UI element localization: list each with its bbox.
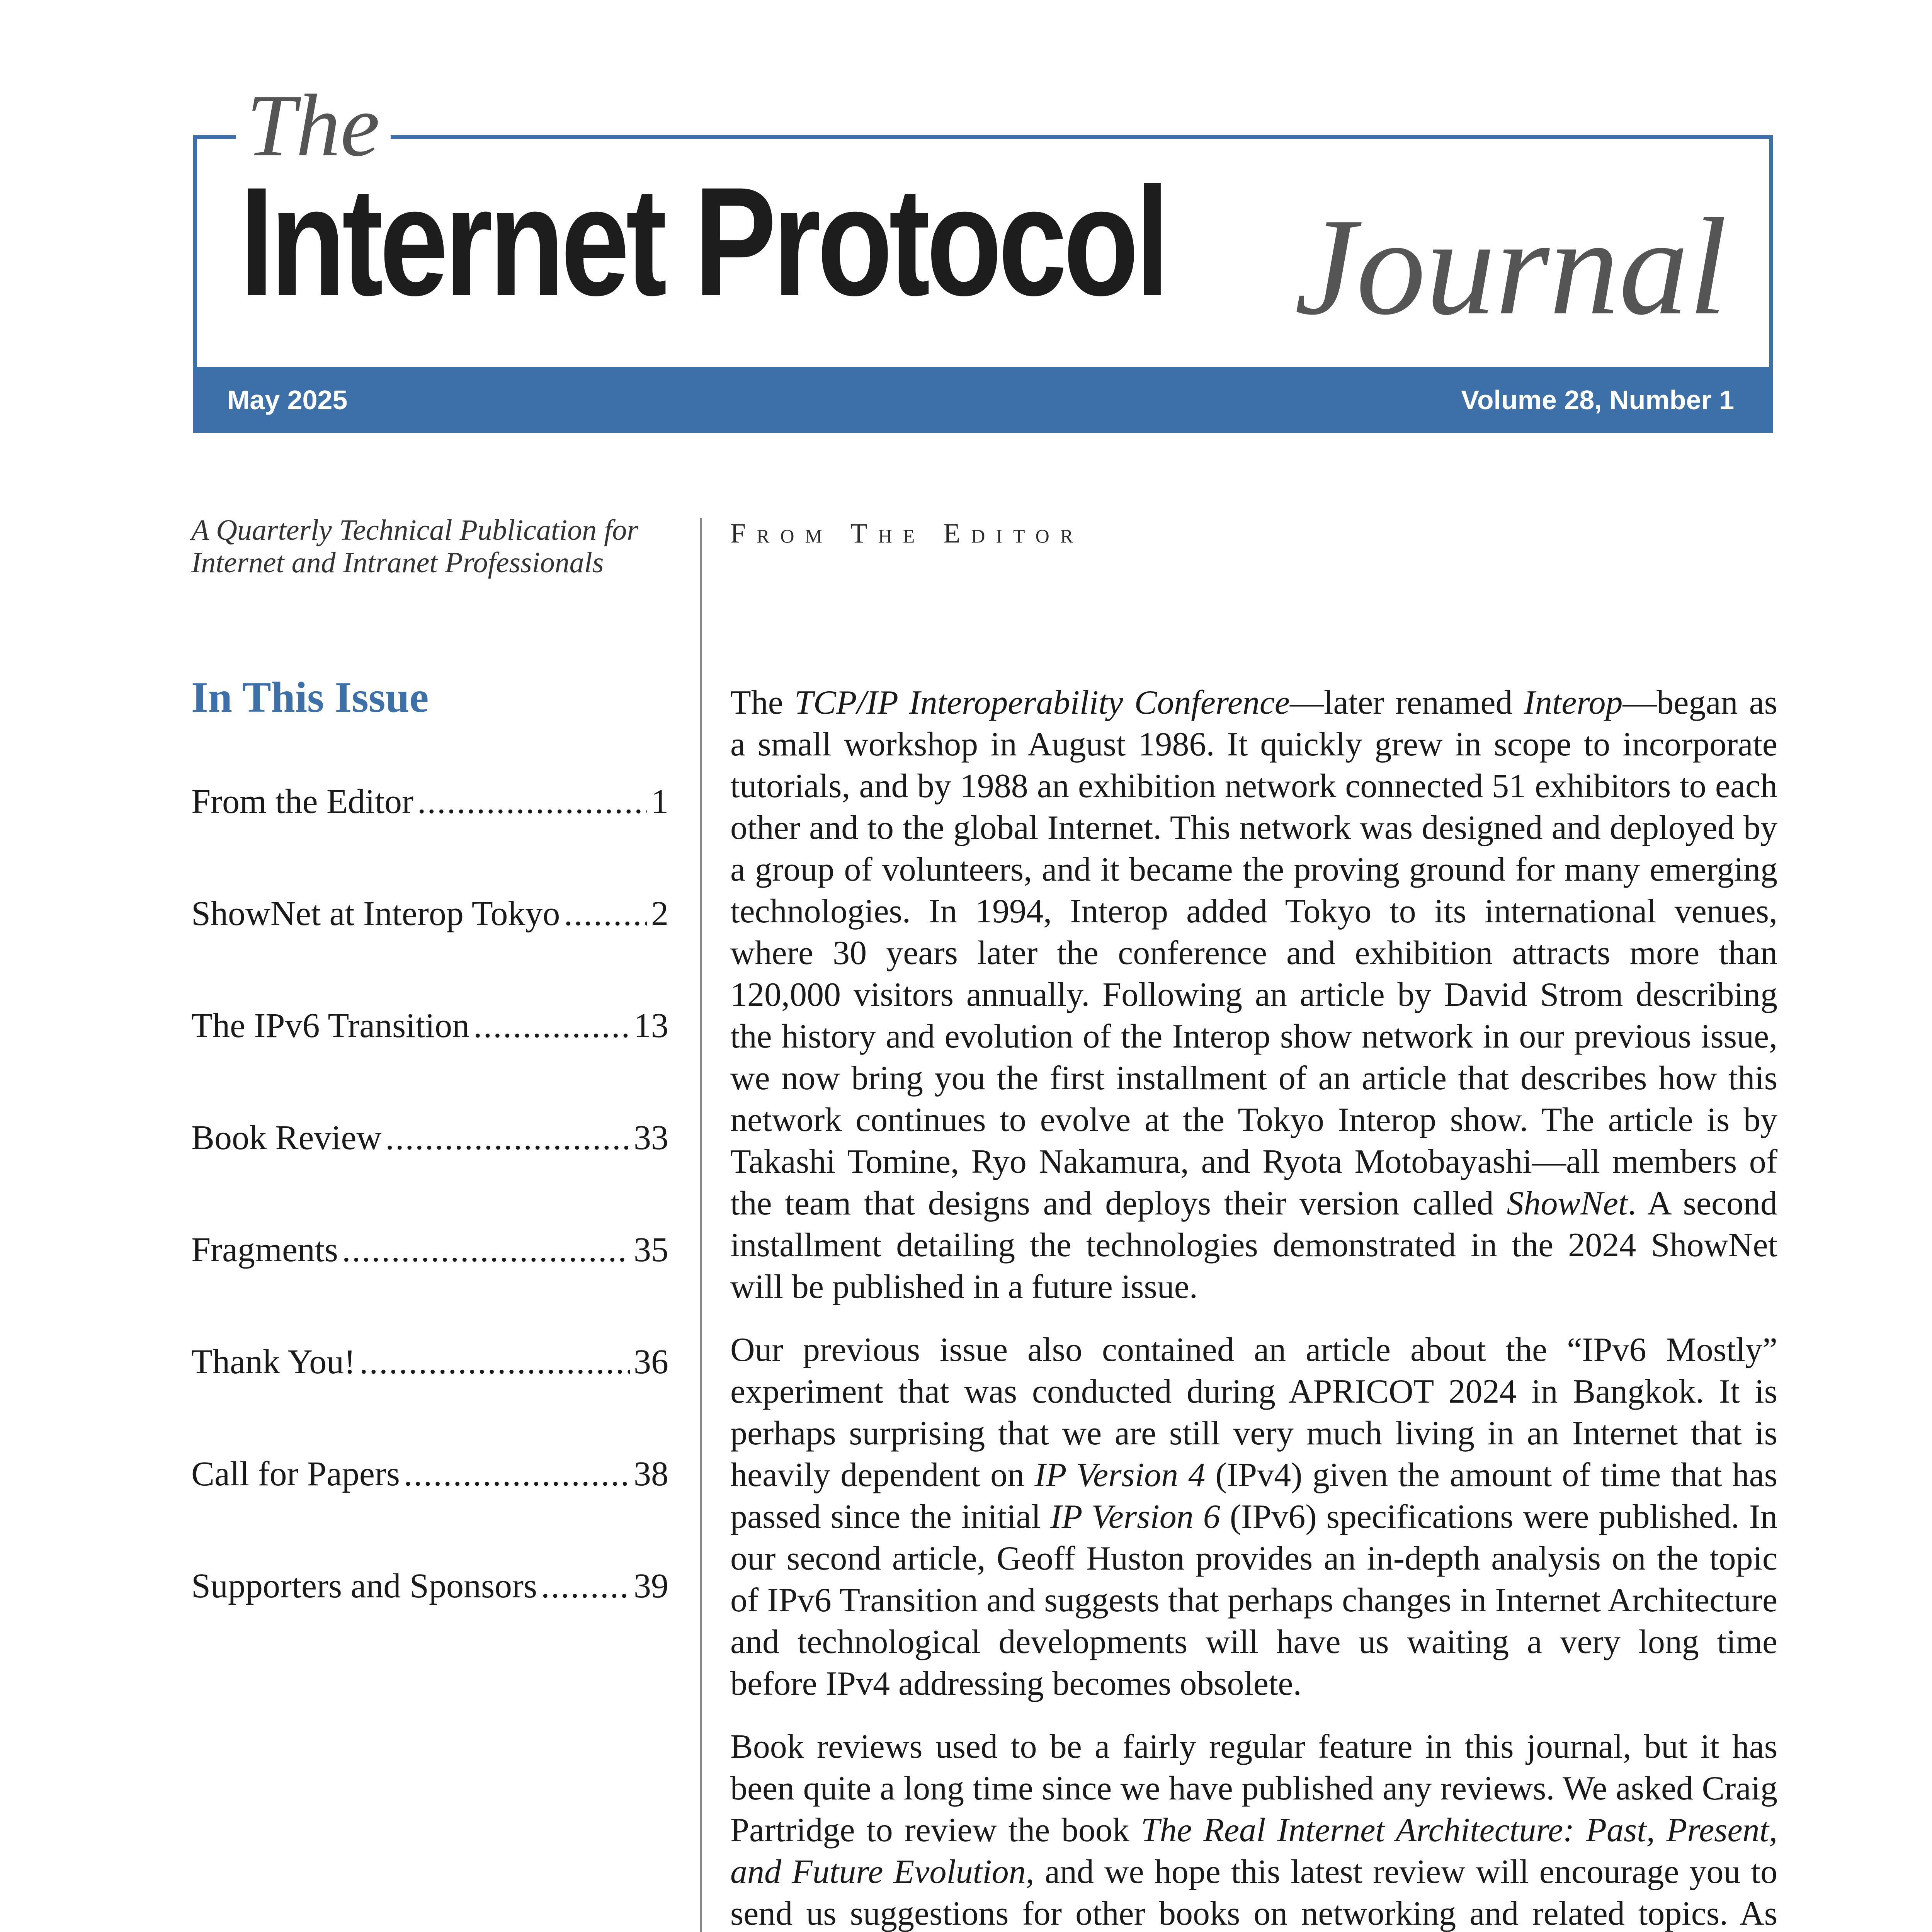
toc-item-title: Supporters and Sponsors (191, 1567, 537, 1605)
text-run: Our previous issue also contained an article about the “IPv6 Mostly” experiment that was conducted during APRICOT 2024 in Bangkok. It is perhaps surprising that we are still very much living in an Internet that is heavily dependent on (730, 1331, 1777, 1494)
toc-leader-dots (417, 781, 647, 823)
toc-item-page: 1 (651, 782, 668, 821)
toc-item-page: 13 (634, 1007, 668, 1045)
toc-item-page: 38 (634, 1455, 668, 1493)
paragraph (730, 1726, 1777, 1932)
toc-item-page: 35 (634, 1231, 668, 1269)
toc-item[interactable] (191, 1005, 668, 1117)
text-run: The (730, 684, 794, 721)
contents-heading: In This Issue (191, 673, 429, 721)
italic-text: IP Version 6 (1050, 1498, 1220, 1536)
text-run: —began as a small workshop in August 1986. It quickly grew in scope to incorporate tutorials, and by 1988 an exhibition network connected 51 exhibitors to each other and to the global Internet. This network was designed and deployed by a group of volunteers, and it became the proving ground for many emerging technologies. In 1994, Interop added Tokyo to its international venues, where 30 years later the conference and exhibition attracts more than 120,000 visitors annually. Following an article by David Strom describing the history and evolution of the Interop show network in our previous issue, we now bring you the first installment of an article that describes how this network continues to evolve at the Tokyo Interop show. The article is by Takashi Tomine, Ryo Nakamura, and Ryota Motobayashi—all members of the team that designs and deploys their version called (730, 684, 1778, 1222)
italic-text: IP Version 4 (1034, 1456, 1206, 1494)
toc-leader-dots (385, 1117, 630, 1159)
toc-leader-dots (342, 1229, 630, 1271)
toc-item-page: 33 (634, 1119, 668, 1157)
toc-item[interactable] (191, 1229, 668, 1341)
toc-leader-dots (359, 1341, 630, 1383)
editor-letter (730, 682, 1777, 1932)
toc-leader-dots (541, 1565, 630, 1607)
masthead-title: Internet Protocol (240, 155, 1166, 328)
toc-item[interactable] (191, 1341, 668, 1453)
issue-bar (193, 367, 1773, 433)
toc-item-title: Call for Papers (191, 1455, 400, 1493)
toc-item-title: From the Editor (191, 782, 413, 821)
toc-item-page: 36 (634, 1343, 668, 1381)
issue-volume: Volume 28, Number 1 (1461, 385, 1734, 415)
text-run: (IPv4) given the amount of time that has passed since the initial (730, 1456, 1778, 1536)
masthead-the: The (236, 75, 391, 176)
toc-item[interactable] (191, 1565, 668, 1677)
toc-item[interactable] (191, 781, 668, 893)
text-run: . A second installment detailing the technologies demonstrated in the 2024 ShowNet will be published in a future issue. (730, 1185, 1778, 1306)
toc-leader-dots (564, 893, 647, 935)
toc-item-title: ShowNet at Interop Tokyo (191, 895, 560, 933)
text-run: and we hope this latest review will encourage you to send us suggestions for other books on networking and related topics. As (730, 1853, 1777, 1932)
toc-leader-dots (473, 1005, 630, 1047)
toc-item-page: 2 (651, 895, 668, 933)
italic-text: Interop (1524, 684, 1623, 721)
toc-item[interactable] (191, 1453, 668, 1565)
italic-text: ShowNet (1507, 1185, 1628, 1222)
text-run: (IPv6) specifications were published. In our second article, Geoff Huston provides an in-depth analysis on the topic of IPv6 Transition and suggests that perhaps changes in Internet Architecture and technological developments will have us waiting a very long time before IPv4 addressing becomes obsolete. (730, 1498, 1778, 1702)
toc-item-title: Thank You! (191, 1343, 356, 1381)
toc-item-page: 39 (634, 1567, 668, 1605)
publication-tagline: A Quarterly Technical Publication for Internet and Intranet Professionals (191, 514, 638, 579)
italic-text: The Real Internet Architecture: Past, Present, and Future Evolution, (730, 1811, 1777, 1891)
paragraph (730, 682, 1777, 1308)
italic-text: TCP/IP Interoperability Conference (794, 684, 1290, 721)
toc-item[interactable] (191, 893, 668, 1005)
paragraph (730, 1329, 1777, 1705)
toc-leader-dots (404, 1453, 630, 1495)
toc-item-title: Fragments (191, 1231, 338, 1269)
column-divider (700, 518, 702, 1932)
table-of-contents (191, 781, 668, 1677)
text-run: Book reviews used to be a fairly regular feature in this journal, but it has been quite a long time since we have published any reviews. We asked Craig Partridge to review the book (730, 1728, 1777, 1849)
issue-date: May 2025 (227, 385, 348, 415)
toc-item-title: The IPv6 Transition (191, 1007, 470, 1045)
text-run: —later renamed (1290, 684, 1524, 721)
masthead-journal: Journal (1287, 185, 1735, 348)
toc-item[interactable] (191, 1117, 668, 1229)
toc-item-title: Book Review (191, 1119, 382, 1157)
section-title: From The Editor (730, 518, 1084, 549)
